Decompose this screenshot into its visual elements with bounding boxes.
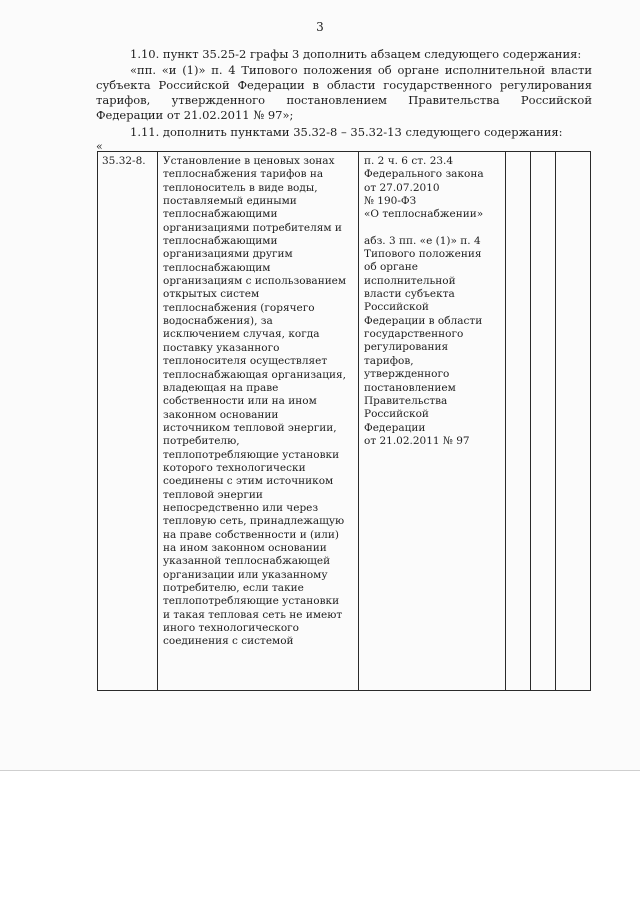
quote-line: «пп. «и (1)» п. 4 Типового положения об органе исполнительной власти <box>130 63 592 77</box>
description-line: источником тепловой энергии, <box>163 421 337 434</box>
basis-line: «О теплоснабжении» <box>364 208 484 221</box>
description-line: указанной теплоснабжающей <box>163 555 331 568</box>
description-line: Установление в ценовых зонах <box>163 155 335 167</box>
description-line: непосредственно или через <box>163 501 319 514</box>
amendment-table <box>97 151 591 691</box>
description-line: теплопотребляющие установки <box>163 595 340 608</box>
basis-line: Федерации в области <box>364 314 483 327</box>
basis-line: регулирования <box>364 341 449 354</box>
description-line: теплоснабжающими <box>163 235 278 248</box>
basis-line: п. 2 ч. 6 ст. 23.4 <box>364 155 454 167</box>
basis-line: об органе <box>364 261 418 274</box>
description-line: организациями другим <box>163 248 293 261</box>
legal-basis-cell <box>359 152 506 691</box>
description-line: теплоснабжающим <box>163 261 271 274</box>
description-line: на ином законном основании <box>163 541 327 554</box>
scan-page-edge <box>0 770 640 771</box>
basis-line: Российской <box>364 408 429 421</box>
description-line: теплопотребляющие установки <box>163 448 340 461</box>
basis-line: Правительства <box>364 394 448 407</box>
quote-line: тарифов, утвержденного постановлением Правительства Российской <box>96 93 592 107</box>
description-line: иного технологического <box>163 622 299 635</box>
empty-cell <box>506 152 531 691</box>
description-line: открытых систем <box>163 288 260 301</box>
basis-line: тарифов, <box>364 354 414 367</box>
paragraph-1-10 <box>96 47 592 62</box>
description-line: организациями потребителям и <box>163 221 342 234</box>
description-line: теплоснабжающими <box>163 208 278 221</box>
description-line: законном основании <box>163 408 279 421</box>
description-line: исключением случая, когда <box>163 328 320 341</box>
description-line: потребителю, <box>163 435 240 448</box>
description-line: владеющая на праве <box>163 381 279 394</box>
paragraph-1-10-text: 1.10. пункт 35.25-2 графы 3 дополнить абзацем следующего содержания: <box>130 47 582 61</box>
description-line: на праве собственности и (или) <box>163 528 339 541</box>
empty-cell <box>531 152 556 691</box>
basis-line: № 190-ФЗ <box>364 195 417 208</box>
basis-line: постановлением <box>364 381 456 394</box>
basis-line: власти субъекта <box>364 288 455 301</box>
basis-line: государственного <box>364 328 464 341</box>
description-line: водоснабжения), за <box>163 315 273 328</box>
basis-line: Федерального закона <box>364 168 484 181</box>
basis-spacer <box>364 222 500 235</box>
basis-line: Российской <box>364 301 429 314</box>
open-quote-mark: « <box>96 140 103 153</box>
description-line: теплоснабжающая организация, <box>163 368 347 381</box>
description-line: организациям с использованием <box>163 275 347 288</box>
basis-line: утвержденного <box>364 368 450 381</box>
description-line: которого технологически <box>163 461 306 474</box>
description-line: теплоносителя осуществляет <box>163 355 328 368</box>
description-line: поставляемый едиными <box>163 195 297 208</box>
basis-line: абз. 3 пп. «е (1)» п. 4 <box>364 234 481 247</box>
description-line: тепловую сеть, принадлежащую <box>163 515 345 528</box>
basis-line: Федерации <box>364 421 426 434</box>
basis-line: исполнительной <box>364 274 456 287</box>
basis-line: от 21.02.2011 № 97 <box>364 434 470 447</box>
table-row <box>98 152 591 691</box>
basis-line: Типового положения <box>364 248 482 261</box>
description-line: тепловой энергии <box>163 488 263 501</box>
empty-cell <box>556 152 591 691</box>
description-cell <box>158 152 359 691</box>
description-line: поставку указанного <box>163 341 280 354</box>
description-line: собственности или на ином <box>163 395 317 408</box>
basis-line: от 27.07.2010 <box>364 181 440 194</box>
quoted-amendment <box>96 63 592 123</box>
description-line: организации или указанному <box>163 568 328 581</box>
paragraph-1-11 <box>96 125 592 140</box>
description-line: теплоноситель в виде воды, <box>163 181 318 194</box>
description-line: и такая тепловая сеть не имеют <box>163 608 343 621</box>
quote-line: субъекта Российской Федерации в области государственного регулирования <box>96 78 592 92</box>
description-line: соединения с системой <box>163 635 294 648</box>
description-line: потребителю, если такие <box>163 582 304 594</box>
paragraph-1-11-text: 1.11. дополнить пунктами 35.32-8 – 35.32-13 следующего содержания: <box>130 125 563 139</box>
description-line: теплоснабжения (горячего <box>163 301 315 314</box>
quote-line: Федерации от 21.02.2011 № 97»; <box>96 108 294 122</box>
page-number: 3 <box>316 20 324 34</box>
description-line: теплоснабжения тарифов на <box>163 168 324 181</box>
item-number-cell: 35.32-8. <box>98 152 158 691</box>
description-line: соединены с этим источником <box>163 475 334 488</box>
